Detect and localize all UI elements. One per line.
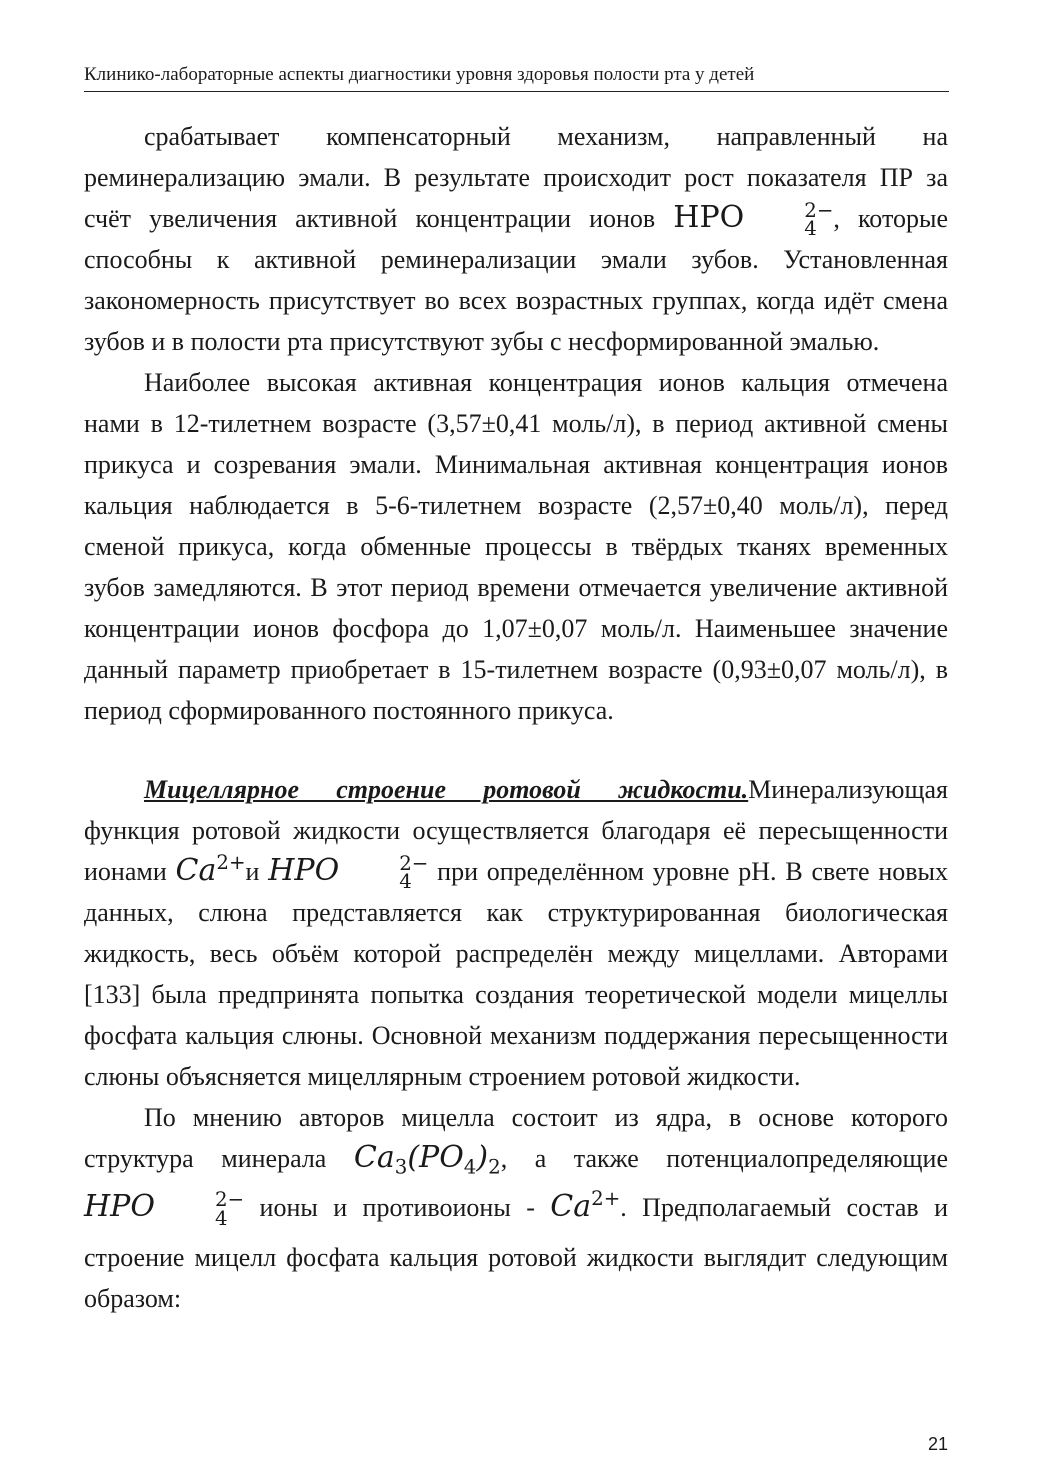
text-run: . Предполагаемый состав и строение мицелл фосфата кальция ротовой жидкости выглядит следующим образом: — [84, 1193, 948, 1314]
formula-ca-ion: $Ca^{2+}$ — [550, 1187, 621, 1225]
text-run: срабатывает компенсаторный механизм, направленный на реминерализацию эмали. В результате происходит рост показателя ПР за счёт увеличения активной концентрации ионов — [84, 122, 948, 233]
formula-ca3po42: $Ca_3(PO_4)_2$ — [353, 1140, 501, 1179]
text-run: , а также потенциалопределяющие — [500, 1144, 948, 1174]
paragraph-micellar-structure — [84, 769, 948, 1097]
text-run: По мнению авторов мицелла состоит из ядра, в основе которого структура минерала — [84, 1103, 948, 1174]
formula-hpo4: HPO 2− 4 — [84, 1187, 245, 1230]
text-run: , которые способны к активной реминерализации эмали зубов. Установленная закономерность присутствует во всех возрастных группах, когда идёт смена зубов и в полости рта присутствуют зубы с несформированной эмалью. — [84, 204, 948, 357]
text-run: при определённом уровне pH. В свете новых данных, слюна представляется как структурированная биологическая жидкость, весь объём которой распределён между мицеллами. Авторами [133] была предпринята попытка создания теоретической модели мицеллы фосфата кальция слюны. Основной механизм поддержания пересыщенности слюны объясняется мицеллярным строением ротовой жидкости. — [84, 857, 948, 1092]
running-header: Клинико-лабораторные аспекты диагностики уровня здоровья полости рта у детей — [84, 64, 949, 92]
formula-hpo4: HPO 2− 4 — [673, 198, 834, 241]
paragraph-calcium-concentration: Наиболее высокая активная концентрация ионов кальция отмечена нами в 12-тилетнем возрасте (3,57±0,41 моль/л), в период активной смены прикуса и созревания эмали. Минимальная активная концентрация ионов кальция наблюдается в 5-6-тилетнем возрасте (2,57±0,40 моль/л), перед сменой прикуса, когда обменные процессы в твёрдых тканях временных зубов замедляются. В этот период времени отмечается увеличение активной концентрации ионов фосфора до 1,07±0,07 моль/л. Наименьшее значение данный параметр приобретает в 15-тилетнем возрасте (0,93±0,07 моль/л), в период сформированного постоянного прикуса. — [84, 368, 948, 726]
paragraph-micelle-composition — [84, 1097, 948, 1319]
page-number: 21 — [927, 1434, 948, 1454]
paragraph-remineralization — [84, 116, 948, 362]
section-heading: Мицеллярное строение ротовой жидкости. — [144, 775, 749, 805]
body-text — [84, 116, 948, 1319]
text-run-and: и — [245, 857, 269, 887]
formula-hpo4: HPO 2− 4 — [268, 851, 429, 894]
formula-ca-ion: $Ca^{2+}$ — [175, 851, 246, 889]
text-run: Минерализующая функция ротовой жидкости осуществляется благодаря её пересыщенности ионами — [84, 775, 948, 887]
text-run: ионы и противоионы - — [259, 1193, 551, 1223]
